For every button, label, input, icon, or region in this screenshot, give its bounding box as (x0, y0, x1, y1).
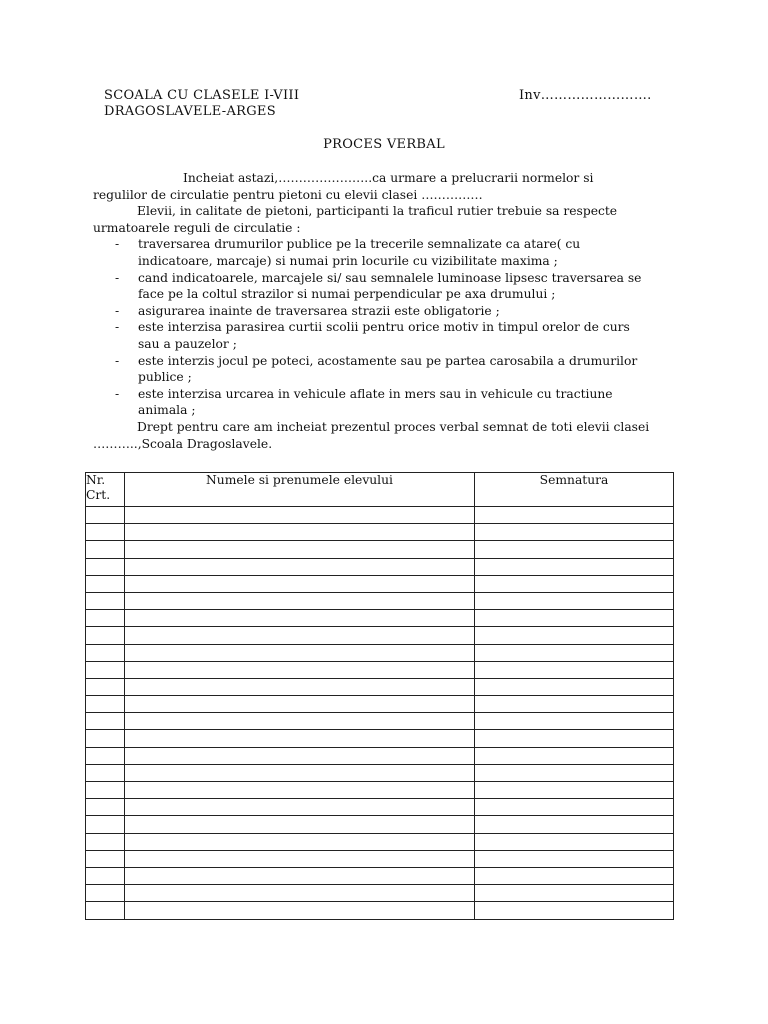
cell-nr (86, 713, 125, 730)
cell-nr (86, 575, 125, 592)
table-row (86, 524, 674, 541)
cell-nr (86, 592, 125, 609)
cell-nr (86, 627, 125, 644)
cell-nr (86, 524, 125, 541)
cell-signature (475, 507, 674, 524)
cell-name (125, 850, 475, 867)
rule-item: - este interzisa urcarea in vehicule aflate in mers sau in vehicule cu tractiune animala ; (115, 386, 613, 418)
table-row (86, 592, 674, 609)
cell-signature (475, 867, 674, 884)
cell-signature (475, 592, 674, 609)
cell-signature (475, 575, 674, 592)
cell-signature (475, 816, 674, 833)
table-row (86, 558, 674, 575)
cell-signature (475, 696, 674, 713)
cell-signature (475, 541, 674, 558)
table-row (86, 764, 674, 781)
rule-item: - traversarea drumurilor publice pe la trecerile semnalizate ca atare( cu indicatoare, marcaje) si numai prin locurile cu vizibilitate maxima ; (115, 237, 581, 268)
cell-nr (86, 730, 125, 747)
document-body (93, 170, 678, 452)
cell-name (125, 730, 475, 747)
cell-nr (86, 558, 125, 575)
cell-signature (475, 610, 674, 627)
cell-signature (475, 730, 674, 747)
cell-signature (475, 747, 674, 764)
school-name-line2: DRAGOSLAVELE-ARGES (104, 104, 276, 119)
document-title: PROCES VERBAL (323, 137, 445, 152)
cell-nr (86, 610, 125, 627)
table-row (86, 799, 674, 816)
cell-signature (475, 764, 674, 781)
table-row (86, 696, 674, 713)
cell-signature (475, 627, 674, 644)
cell-nr (86, 541, 125, 558)
cell-nr (86, 747, 125, 764)
header-signature: Semnatura (475, 473, 674, 507)
cell-nr (86, 850, 125, 867)
cell-name (125, 713, 475, 730)
table-body (86, 507, 674, 920)
cell-nr (86, 644, 125, 661)
cell-nr (86, 678, 125, 695)
cell-name (125, 764, 475, 781)
cell-signature (475, 885, 674, 902)
cell-signature (475, 833, 674, 850)
cell-name (125, 541, 475, 558)
inventory-number: Inv……………………. (519, 88, 652, 103)
table-row (86, 575, 674, 592)
cell-name (125, 507, 475, 524)
rule-item: - este interzisa parasirea curtii scolii pentru orice motiv in timpul orelor de curs sau a pauzelor ; (115, 320, 630, 351)
table-row (86, 747, 674, 764)
cell-signature (475, 661, 674, 678)
rule-item: - cand indicatoarele, marcajele si/ sau semnalele luminoase lipsesc traversarea se face pe la coltul strazilor si numai perpendicular pe axa drumului ; (115, 270, 642, 302)
cell-name (125, 610, 475, 627)
cell-signature (475, 902, 674, 919)
intro-line-1: Incheiat astazi,…………………..ca urmare a prelucrarii normelor si (183, 171, 594, 185)
cell-name (125, 644, 475, 661)
table-row (86, 661, 674, 678)
table-row (86, 850, 674, 867)
table-row (86, 867, 674, 884)
cell-signature (475, 850, 674, 867)
cell-name (125, 696, 475, 713)
table-row (86, 507, 674, 524)
table-row (86, 782, 674, 799)
table-row (86, 902, 674, 919)
cell-name (125, 678, 475, 695)
table-row (86, 816, 674, 833)
table-row (86, 885, 674, 902)
cell-nr (86, 696, 125, 713)
cell-nr (86, 885, 125, 902)
cell-signature (475, 558, 674, 575)
cell-signature (475, 644, 674, 661)
cell-name (125, 816, 475, 833)
cell-nr (86, 867, 125, 884)
intro-line-3: Elevii, in calitate de pietoni, participanti la traficul rutier trebuie sa respecte (137, 204, 618, 219)
table-row (86, 541, 674, 558)
cell-name (125, 799, 475, 816)
cell-nr (86, 507, 125, 524)
closing-line-2: ………..,Scoala Dragoslavele. (93, 436, 273, 451)
rules-list (93, 236, 678, 419)
header-nr-crt: Nr. Crt. (86, 473, 125, 507)
cell-name (125, 902, 475, 919)
cell-name (125, 661, 475, 678)
cell-nr (86, 833, 125, 850)
table-row (86, 627, 674, 644)
table-row (86, 713, 674, 730)
table-row (86, 833, 674, 850)
cell-nr (86, 816, 125, 833)
cell-signature (475, 713, 674, 730)
cell-signature (475, 524, 674, 541)
table-row (86, 644, 674, 661)
cell-name (125, 627, 475, 644)
student-signature-table (85, 472, 674, 920)
cell-name (125, 867, 475, 884)
intro-line-4: urmatoarele reguli de circulatie : (93, 220, 301, 235)
cell-name (125, 592, 475, 609)
cell-name (125, 782, 475, 799)
table-row (86, 730, 674, 747)
cell-nr (86, 799, 125, 816)
rule-item: - asigurarea inainte de traversarea strazii este obligatorie ; (115, 303, 500, 318)
rule-item: - este interzis jocul pe poteci, acostamente sau pe partea carosabila a drumurilor publice ; (115, 353, 638, 385)
table-row (86, 678, 674, 695)
cell-signature (475, 799, 674, 816)
header-student-name: Numele si prenumele elevului (125, 473, 475, 507)
table-row (86, 610, 674, 627)
cell-nr (86, 764, 125, 781)
table-header-row (86, 473, 674, 507)
school-name-line1: SCOALA CU CLASELE I-VIII (104, 88, 300, 103)
cell-nr (86, 782, 125, 799)
cell-name (125, 558, 475, 575)
cell-name (125, 575, 475, 592)
cell-signature (475, 782, 674, 799)
cell-name (125, 833, 475, 850)
cell-nr (86, 902, 125, 919)
cell-name (125, 747, 475, 764)
intro-line-2: regulilor de circulatie pentru pietoni cu elevii clasei …………… (93, 187, 483, 202)
closing-line-1: Drept pentru care am incheiat prezentul proces verbal semnat de toti elevii clasei (137, 419, 650, 434)
cell-nr (86, 661, 125, 678)
cell-signature (475, 678, 674, 695)
cell-name (125, 885, 475, 902)
cell-name (125, 524, 475, 541)
